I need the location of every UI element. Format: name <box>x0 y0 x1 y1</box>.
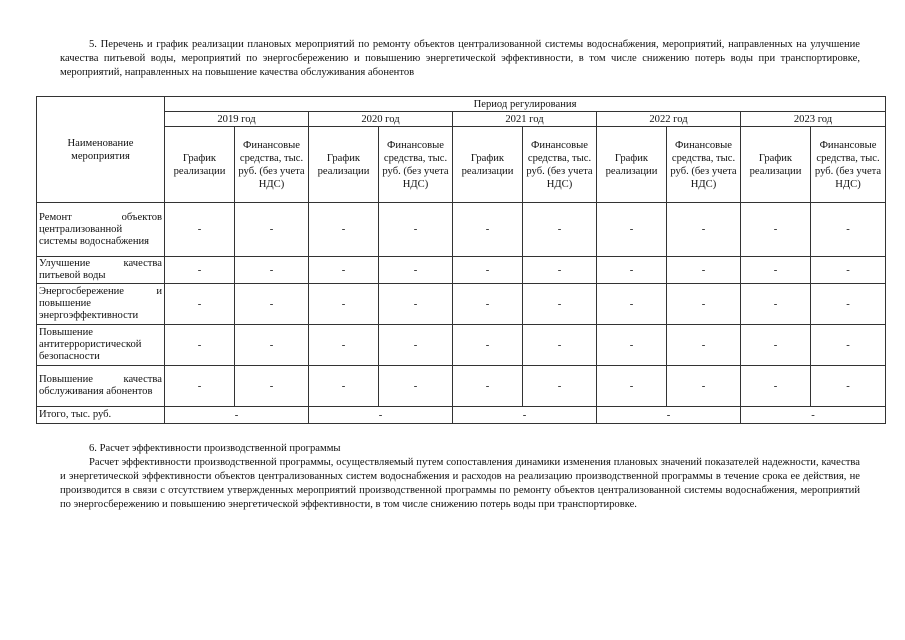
row-name: Энергосбережение и повышение энергоэффективности <box>37 284 165 325</box>
cell-value: - <box>309 284 379 325</box>
cell-value: - <box>379 257 453 284</box>
cell-value: - <box>597 203 667 257</box>
events-schedule-table <box>36 96 886 424</box>
cell-value: - <box>235 284 309 325</box>
cell-value: - <box>523 203 597 257</box>
row-name: Улучшение качества питьевой воды <box>37 257 165 284</box>
cell-value: - <box>811 203 886 257</box>
cell-value: - <box>309 325 379 366</box>
row-name: Повышение качества обслуживания абонентов <box>37 366 165 407</box>
cell-value: - <box>453 366 523 407</box>
section-6-body: Расчет эффективности производственной программы, осуществляемый путем сопоставления динамики изменения плановых значений показателей надежности, качества и энергетической эффективности объектов централизованных систем водоснабжения и расходов на реализацию производственной программы в течение срока ее действия, не производится в связи с отсутствием утвержденных мероприятий производственной программы по ремонту объектов централизованной системы водоснабжения, мероприятий по энергосбережению и повышению энергетической эффективности, в том числе снижению потерь воды при транспортировке. <box>60 457 860 510</box>
cell-value: - <box>741 203 811 257</box>
table-row <box>37 257 886 284</box>
cell-value: - <box>811 284 886 325</box>
cell-value: - <box>741 366 811 407</box>
header-schedule: График реализации <box>741 127 811 203</box>
row-name: Ремонт объектов централизованной системы водоснабжения <box>37 203 165 257</box>
table-row <box>37 284 886 325</box>
cell-value: - <box>165 325 235 366</box>
header-year-2020: 2020 год <box>309 112 453 127</box>
header-regulation-period: Период регулирования <box>165 97 886 112</box>
table-row <box>37 325 886 366</box>
header-finance: Финансовые средства, тыс. руб. (без учета НДС) <box>667 127 741 203</box>
header-finance: Финансовые средства, тыс. руб. (без учета НДС) <box>379 127 453 203</box>
cell-value: - <box>309 257 379 284</box>
total-value: - <box>597 407 741 424</box>
cell-value: - <box>379 366 453 407</box>
cell-value: - <box>597 257 667 284</box>
cell-value: - <box>235 257 309 284</box>
header-schedule: График реализации <box>597 127 667 203</box>
cell-value: - <box>453 257 523 284</box>
cell-value: - <box>235 325 309 366</box>
cell-value: - <box>165 203 235 257</box>
row-name: Повышение антитеррористической безопасности <box>37 325 165 366</box>
cell-value: - <box>309 366 379 407</box>
total-value: - <box>165 407 309 424</box>
header-year-2023: 2023 год <box>741 112 886 127</box>
cell-value: - <box>453 284 523 325</box>
cell-value: - <box>235 366 309 407</box>
cell-value: - <box>165 366 235 407</box>
cell-value: - <box>741 325 811 366</box>
header-finance: Финансовые средства, тыс. руб. (без учета НДС) <box>235 127 309 203</box>
total-label: Итого, тыс. руб. <box>37 407 165 424</box>
header-year-2022: 2022 год <box>597 112 741 127</box>
cell-value: - <box>667 325 741 366</box>
header-year-2021: 2021 год <box>453 112 597 127</box>
cell-value: - <box>523 257 597 284</box>
cell-value: - <box>741 284 811 325</box>
cell-value: - <box>597 366 667 407</box>
cell-value: - <box>811 366 886 407</box>
header-finance: Финансовые средства, тыс. руб. (без учета НДС) <box>523 127 597 203</box>
total-value: - <box>741 407 886 424</box>
header-schedule: График реализации <box>309 127 379 203</box>
header-schedule: График реализации <box>453 127 523 203</box>
cell-value: - <box>667 284 741 325</box>
cell-value: - <box>379 203 453 257</box>
cell-value: - <box>165 284 235 325</box>
cell-value: - <box>235 203 309 257</box>
cell-value: - <box>741 257 811 284</box>
cell-value: - <box>523 284 597 325</box>
cell-value: - <box>597 284 667 325</box>
table-row <box>37 203 886 257</box>
header-event-name: Наименование мероприятия <box>37 97 165 203</box>
cell-value: - <box>811 257 886 284</box>
table-row <box>37 366 886 407</box>
cell-value: - <box>165 257 235 284</box>
cell-value: - <box>309 203 379 257</box>
header-schedule: График реализации <box>165 127 235 203</box>
header-finance: Финансовые средства, тыс. руб. (без учета НДС) <box>811 127 886 203</box>
header-year-2019: 2019 год <box>165 112 309 127</box>
cell-value: - <box>453 203 523 257</box>
cell-value: - <box>453 325 523 366</box>
total-value: - <box>309 407 453 424</box>
section-6-heading: 6. Расчет эффективности производственной программы <box>89 443 341 454</box>
cell-value: - <box>667 366 741 407</box>
section-5-heading: 5. Перечень и график реализации плановых мероприятий по ремонту объектов централизованной системы водоснабжения, мероприятий, направленных на улучшение качества питьевой воды, мероприятий по энергосбережению и повышению энергетической эффективности, в том числе снижению потерь воды при транспортировке, мероприятий, направленных на повышение качества обслуживания абонентов <box>60 39 860 78</box>
total-value: - <box>453 407 597 424</box>
cell-value: - <box>811 325 886 366</box>
cell-value: - <box>667 203 741 257</box>
cell-value: - <box>523 366 597 407</box>
cell-value: - <box>667 257 741 284</box>
cell-value: - <box>597 325 667 366</box>
cell-value: - <box>379 325 453 366</box>
cell-value: - <box>379 284 453 325</box>
total-row <box>37 407 886 424</box>
cell-value: - <box>523 325 597 366</box>
